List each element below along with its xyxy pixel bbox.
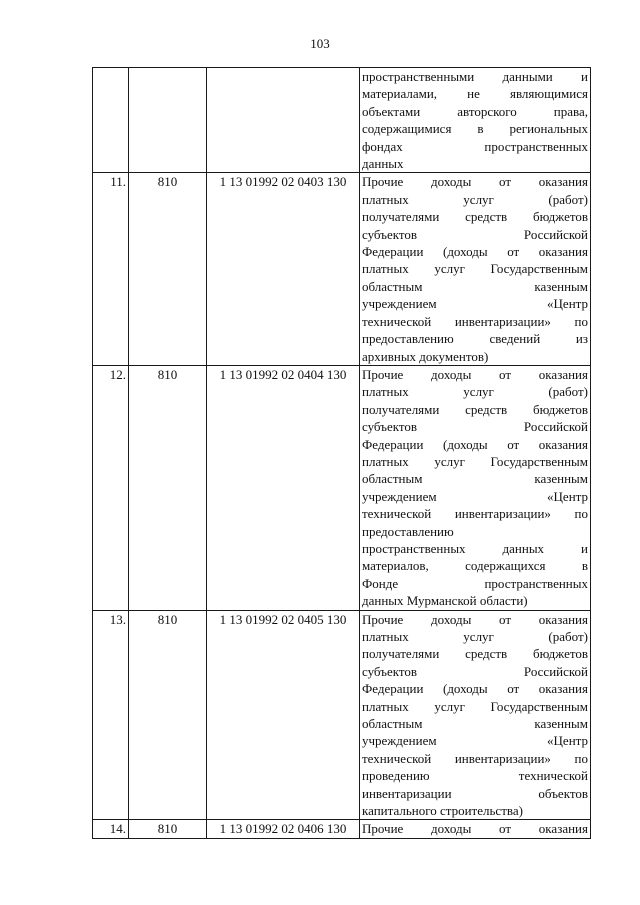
table-row [93, 820, 591, 838]
budget-code-cell: 1 13 01992 02 0405 130 [207, 610, 360, 820]
revenue-name-line: технической инвентаризации» по [362, 750, 588, 766]
row-number-cell: 13. [93, 610, 129, 820]
table-row [93, 610, 591, 820]
revenue-name-cell [360, 610, 591, 820]
budget-code-cell: 1 13 01992 02 0403 130 [207, 173, 360, 365]
admin-code-cell: 810 [129, 173, 207, 365]
table-row [93, 365, 591, 610]
revenue-name-line: платных услуг Государственным [362, 261, 588, 277]
revenue-name-line: Федерации (доходы от оказания [362, 436, 588, 452]
admin-code-cell: 810 [129, 365, 207, 610]
row-number-cell: 14. [93, 820, 129, 838]
admin-code-cell [129, 68, 207, 173]
revenue-name-line: материалов, содержащихся в [362, 558, 588, 574]
revenue-name-cell [360, 68, 591, 173]
revenue-name-line: платных услуг (работ) [362, 629, 588, 644]
revenue-name-cell [360, 820, 591, 838]
revenue-name-line: получателями средств бюджетов [362, 646, 588, 662]
revenue-name-line: учреждением «Центр [362, 733, 588, 749]
revenue-name-line: субъектов Российской [362, 226, 588, 242]
revenue-name-line: проведению технической [362, 768, 588, 784]
revenue-name-line: фондах пространственных [362, 138, 588, 154]
row-number-cell: 12. [93, 365, 129, 610]
admin-code-cell: 810 [129, 820, 207, 838]
revenue-name-line: получателями средств бюджетов [362, 209, 588, 225]
revenue-name-line: Федерации (доходы от оказания [362, 681, 588, 697]
row-number-cell [93, 68, 129, 173]
table-row [93, 173, 591, 365]
budget-code-cell: 1 13 01992 02 0404 130 [207, 365, 360, 610]
revenue-name-line: пространственными данными и [362, 69, 588, 84]
revenue-name-line: архивных документов) [362, 348, 489, 364]
revenue-name-line: Прочие доходы от оказания [362, 611, 588, 627]
revenue-name-line: объектами авторского права, [362, 103, 588, 119]
revenue-name-line: Прочие доходы от оказания [362, 821, 588, 837]
revenue-name-line: Прочие доходы от оказания [362, 366, 588, 382]
revenue-name-line: технической инвентаризации» по [362, 506, 588, 522]
admin-code-cell: 810 [129, 610, 207, 820]
table-body [93, 68, 591, 839]
revenue-name-line: Фонде пространственных [362, 575, 588, 591]
revenue-name-line: данных [362, 156, 404, 172]
revenue-name-line: капитального строительства) [362, 803, 523, 819]
revenue-codes-table [92, 67, 591, 839]
revenue-name-line: материалами, не являющимися [362, 86, 588, 102]
revenue-name-line: Прочие доходы от оказания [362, 174, 588, 190]
revenue-name-line: содержащимися в региональных [362, 121, 588, 137]
revenue-name-line: платных услуг Государственным [362, 698, 588, 714]
revenue-name-line: областным казенным [362, 278, 588, 294]
revenue-name-line: учреждением «Центр [362, 296, 588, 312]
revenue-name-line: Федерации (доходы от оказания [362, 244, 588, 260]
revenue-name-line: областным казенным [362, 471, 588, 487]
revenue-name-line: платных услуг (работ) [362, 191, 588, 207]
page-number: 103 [310, 36, 330, 51]
revenue-name-line: данных Мурманской области) [362, 593, 528, 609]
revenue-name-line: предоставлению сведений из [362, 331, 588, 347]
budget-code-cell: 1 13 01992 02 0406 130 [207, 820, 360, 838]
revenue-name-line: платных услуг (работ) [362, 384, 588, 400]
revenue-name-cell [360, 173, 591, 365]
budget-code-cell [207, 68, 360, 173]
revenue-name-line: технической инвентаризации» по [362, 313, 588, 329]
revenue-name-line: инвентаризации объектов [362, 785, 588, 801]
revenue-name-line: субъектов Российской [362, 663, 588, 679]
revenue-name-cell [360, 365, 591, 610]
row-number-cell: 11. [93, 173, 129, 365]
table-row [93, 68, 591, 173]
revenue-name-line: предоставлению [362, 523, 454, 539]
revenue-name-line: пространственных данных и [362, 540, 588, 556]
revenue-name-line: получателями средств бюджетов [362, 401, 588, 417]
revenue-name-line: субъектов Российской [362, 419, 588, 435]
revenue-name-line: областным казенным [362, 716, 588, 732]
revenue-name-line: учреждением «Центр [362, 488, 588, 504]
revenue-name-line: платных услуг Государственным [362, 453, 588, 469]
